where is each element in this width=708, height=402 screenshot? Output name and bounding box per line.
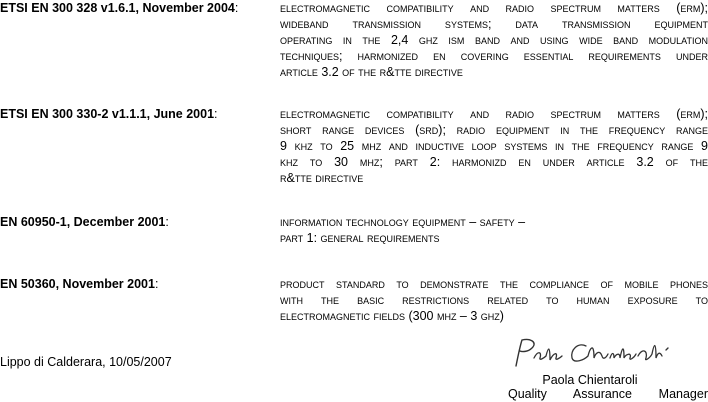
description-line: 9 khz to 25 mhz and inductive loop systems in the frequency range 9 [280,139,708,153]
signer-role: Quality Assurance Manager [508,387,708,401]
description-line: article 3.2 of the r&tte directive [280,65,463,79]
description-line: electromagnetic compatibility and radio spectrum matters (erm); [280,1,708,15]
description-line: techniques; harmonized en covering essential requirements under [280,49,708,63]
standard-code: ETSI EN 300 330-2 v1.1.1, June 2001: [0,107,218,121]
standard-code: EN 50360, November 2001: [0,277,159,291]
description-line: electromagnetic fields (300 mhz – 3 ghz) [280,309,504,323]
description-line: electromagnetic compatibility and radio spectrum matters (erm); [280,107,708,121]
standard-code: EN 60950-1, December 2001: [0,215,169,229]
description-line: r&tte directive [280,171,364,185]
place-and-date: Lippo di Calderara, 10/05/2007 [0,355,172,369]
standard-description [280,214,708,246]
standard-description [280,0,708,80]
description-line: part 1: general requirements [280,231,440,245]
standard-description [280,106,708,186]
description-line: with the basic restrictions related to human exposure to [280,293,708,307]
signer-name: Paola Chientaroli [542,373,638,387]
standard-code: ETSI EN 300 328 v1.6.1, November 2004: [0,1,239,15]
description-line: khz to 30 mhz; part 2: harmonizd en under article 3.2 of the [280,155,708,169]
description-line: wideband transmission systems; data transmission equipment [280,17,708,31]
standard-description [280,276,708,324]
description-line: short range devices (srd); radio equipment in the frequency range [280,123,708,137]
handwritten-signature [508,336,674,370]
description-line: information technology equipment – safety – [280,215,526,229]
description-line: operating in the 2,4 ghz ism band and using wide band modulation [280,33,708,47]
description-line: product standard to demonstrate the compliance of mobile phones [280,277,708,291]
